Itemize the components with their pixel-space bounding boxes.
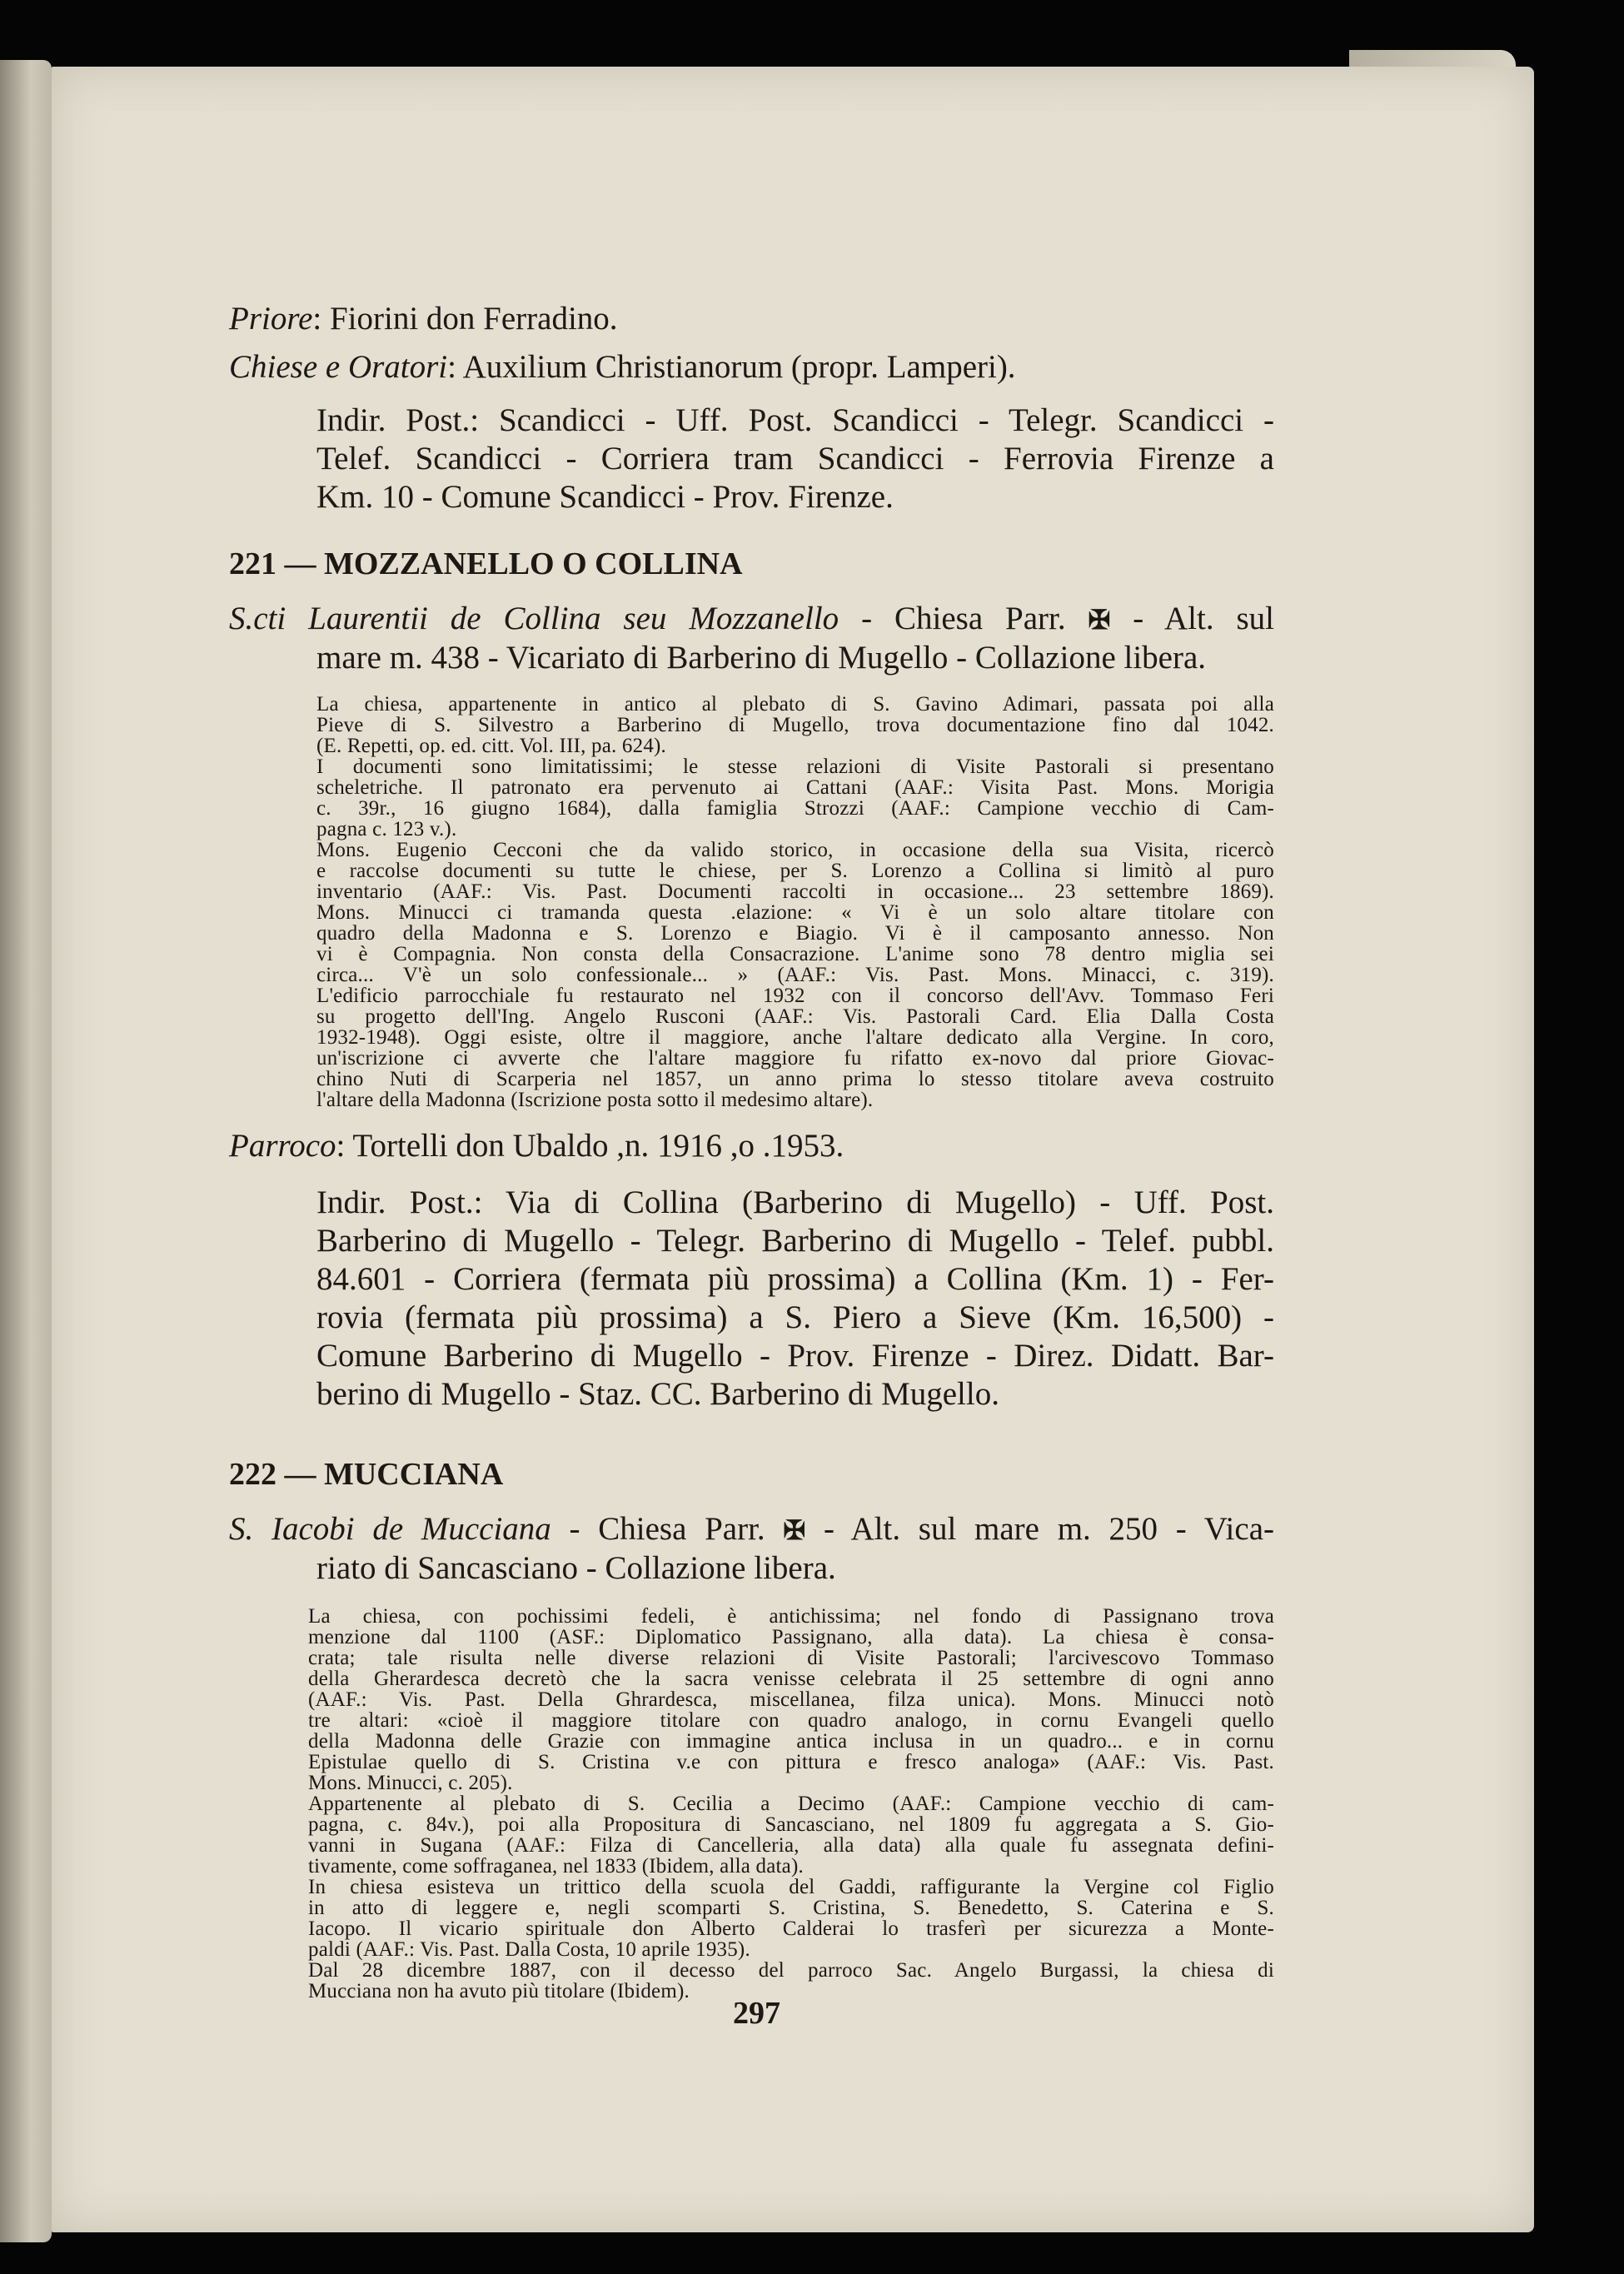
note-line: un'iscrizione ci avverte che l'altare maggiore fu rifatto ex-novo dal priore Giovac- xyxy=(316,1047,1274,1070)
note-line: Iacopo. Il vicario spirituale don Alberto Calderai lo trasferì per sicurezza a Monte- xyxy=(308,1917,1274,1940)
note-line: della Gherardesca decretò che la sacra venisse celebrata il 25 settembre di ogni anno xyxy=(308,1668,1274,1690)
indirizzo-block-221 xyxy=(316,1184,1274,1414)
page-number: 297 xyxy=(733,1996,780,2031)
note-line: in atto di leggere e, negli scomparti S. Cristina, S. Benedetto, S. Caterina e S. xyxy=(308,1897,1274,1919)
note-line: La chiesa, con pochissimi fedeli, è antichissima; nel fondo di Passignano trova xyxy=(308,1605,1274,1628)
note-line: tre altari: «cioè il maggiore titolare con quadro analogo, in cornu Evangeli quello xyxy=(308,1709,1274,1732)
indirizzo-block-1 xyxy=(316,401,1274,516)
note-line: Epistulae quello di S. Cristina v.e con pittura e fresco analoga» (AAF.: Vis. Past. xyxy=(308,1751,1274,1773)
note-line: La chiesa, appartenente in antico al plebato di S. Gavino Adimari, passata poi alla xyxy=(316,693,1274,716)
section-221-heading: 221 — MOZZANELLO O COLLINA xyxy=(229,546,743,581)
cross-icon: ✠ xyxy=(1088,605,1111,635)
note-line: Appartenente al plebato di S. Cecilia a Decimo (AAF.: Campione vecchio di cam- xyxy=(308,1793,1274,1815)
note-line: Mons. Eugenio Cecconi che da valido storico, in occasione della sua Visita, ricercò xyxy=(316,839,1274,861)
section-221-title-italic: S.cti Laurentii de Collina seu Mozzanello xyxy=(229,601,839,636)
note-line: (AAF.: Vis. Past. Della Ghrardesca, miscellanea, filza unica). Mons. Minucci notò xyxy=(308,1688,1274,1711)
note-line: I documenti sono limitatissimi; le stesse relazioni di Visite Pastorali si presentano xyxy=(316,756,1274,778)
note-line: vi è Compagnia. Non consta della Consacrazione. L'anime sono 78 dentro miglia sei xyxy=(316,943,1274,965)
note-line: (E. Repetti, op. ed. citt. Vol. III, pa. 624). xyxy=(316,735,667,757)
indirizzo-221-line: Barberino di Mugello - Telegr. Barberino di Mugello - Telef. pubbl. xyxy=(316,1223,1274,1259)
section-222-title-line2: riato di Sancasciano - Collazione libera. xyxy=(316,1550,836,1586)
note-line: Mucciana non ha avuto più titolare (Ibidem). xyxy=(308,1980,690,2002)
note-line: crata; tale risulta nelle diverse relazioni di Visite Pastorali; l'arcivescovo Tommaso xyxy=(308,1647,1274,1669)
section-221-title-line2: mare m. 438 - Vicariato di Barberino di Mugello - Collazione libera. xyxy=(316,640,1207,676)
indirizzo-221-line: 84.601 - Corriera (fermata più prossima) a Collina (Km. 1) - Fer- xyxy=(316,1261,1274,1297)
note-line: circa... V'è un solo confessionale... » (AAF.: Vis. Past. Mons. Minacci, c. 319). xyxy=(316,964,1274,986)
note-line: Dal 28 dicembre 1887, con il decesso del parroco Sac. Angelo Burgassi, la chiesa di xyxy=(308,1959,1274,1982)
indirizzo-221-line: rovia (fermata più prossima) a S. Piero a Sieve (Km. 16,500) - xyxy=(316,1299,1274,1335)
note-line: vanni in Sugana (AAF.: Filza di Cancelleria, alla data) alla quale fu assegnata defini- xyxy=(308,1834,1274,1857)
note-line: paldi (AAF.: Vis. Past. Dalla Costa, 10 aprile 1935). xyxy=(308,1938,750,1961)
section-222-title-end: - Alt. sul mare m. 250 - Vica- xyxy=(805,1511,1274,1547)
section-222-title-rest: - Chiesa Parr. xyxy=(550,1511,784,1547)
indirizzo-221-line: Indir. Post.: Via di Collina (Barberino di Mugello) - Uff. Post. xyxy=(316,1184,1274,1220)
note-line: della Madonna delle Grazie con immagine antica inclusa in un quadro... e in cornu xyxy=(308,1730,1274,1753)
note-line: 1932-1948). Oggi esiste, oltre il maggiore, anche l'altare dedicato alla Vergine. In coro, xyxy=(316,1026,1274,1049)
priore-line xyxy=(229,300,1274,338)
note-line: Pieve di S. Silvestro a Barberino di Mugello, trova documentazione fino dal 1042. xyxy=(316,714,1274,736)
section-222-heading: 222 — MUCCIANA xyxy=(229,1457,504,1492)
indirizzo-221-line: berino di Mugello - Staz. CC. Barberino di Mugello. xyxy=(316,1376,999,1412)
note-line: l'altare della Madonna (Iscrizione posta sotto il medesimo altare). xyxy=(316,1089,874,1111)
chiese-value: : Auxilium Christianorum (propr. Lamperi). xyxy=(447,349,1016,385)
note-line: chino Nuti di Scarperia nel 1857, un anno prima lo stesso titolare aveva costruito xyxy=(316,1068,1274,1090)
priore-label: Priore xyxy=(229,301,313,337)
section-222-notes xyxy=(308,1606,1274,2002)
indirizzo-1-line: Indir. Post.: Scandicci - Uff. Post. Scandicci - Telegr. Scandicci - xyxy=(316,402,1274,438)
section-221-title-rest: - Chiesa Parr. xyxy=(839,601,1088,636)
note-line: pagna c. 123 v.). xyxy=(316,818,457,840)
note-line: su progetto dell'Ing. Angelo Rusconi (AAF.: Vis. Pastorali Card. Elia Dalla Costa xyxy=(316,1005,1274,1028)
note-line: scheletriche. Il patronato era pervenuto ai Cattani (AAF.: Visita Past. Mons. Morigia xyxy=(316,776,1274,799)
note-line: Mons. Minucci, c. 205). xyxy=(308,1772,513,1794)
facing-page-edge xyxy=(0,60,52,2242)
note-line: c. 39r., 16 giugno 1684), dalla famiglia Strozzi (AAF.: Campione vecchio di Cam- xyxy=(316,797,1274,820)
parroco-line xyxy=(229,1127,1274,1165)
section-222-title-italic: S. Iacobi de Mucciana xyxy=(229,1511,551,1547)
cross-icon: ✠ xyxy=(783,1515,806,1545)
indirizzo-221-line: Comune Barberino di Mugello - Prov. Firenze - Direz. Didatt. Bar- xyxy=(316,1338,1274,1374)
indirizzo-1-line: Km. 10 - Comune Scandicci - Prov. Firenze. xyxy=(316,479,894,515)
note-line: menzione dal 1100 (ASF.: Diplomatico Passignano, alla data). La chiesa è consa- xyxy=(308,1626,1274,1648)
priore-value: : Fiorini don Ferradino. xyxy=(312,301,618,337)
note-line: inventario (AAF.: Vis. Past. Documenti raccolti in occasione... 23 settembre 1869). xyxy=(316,880,1274,903)
note-line: Mons. Minucci ci tramanda questa .elazione: « Vi è un solo altare titolare con xyxy=(316,901,1274,924)
chiese-line xyxy=(229,348,1274,386)
indirizzo-1-line: Telef. Scandicci - Corriera tram Scandicci - Ferrovia Firenze a xyxy=(316,441,1274,476)
chiese-label: Chiese e Oratori xyxy=(229,349,448,385)
note-line: e raccolse documenti su tutte le chiese, per S. Lorenzo a Collina si limitò al puro xyxy=(316,860,1274,882)
section-221-title-end: - Alt. sul xyxy=(1110,601,1275,636)
parroco-value: : Tortelli don Ubaldo ,n. 1916 ,o .1953. xyxy=(336,1128,844,1164)
parroco-label: Parroco xyxy=(229,1128,336,1164)
note-line: tivamente, come soffraganea, nel 1833 (Ibidem, alla data). xyxy=(308,1855,804,1878)
note-line: In chiesa esisteva un trittico della scuola del Gaddi, raffigurante la Vergine col Figlio xyxy=(308,1876,1274,1898)
section-221-title xyxy=(229,600,1274,639)
section-221-notes xyxy=(316,694,1274,1110)
page-content xyxy=(229,300,1274,2002)
section-222-title xyxy=(229,1510,1274,1549)
note-line: L'edificio parrocchiale fu restaurato nel 1932 con il concorso dell'Avv. Tommaso Feri xyxy=(316,985,1274,1007)
note-line: quadro della Madonna e S. Lorenzo e Biagio. Vi è il camposanto annesso. Non xyxy=(316,922,1274,945)
note-line: pagna, c. 84v.), poi alla Propositura di Sancasciano, nel 1809 fu aggregata a S. Gio- xyxy=(308,1813,1274,1836)
